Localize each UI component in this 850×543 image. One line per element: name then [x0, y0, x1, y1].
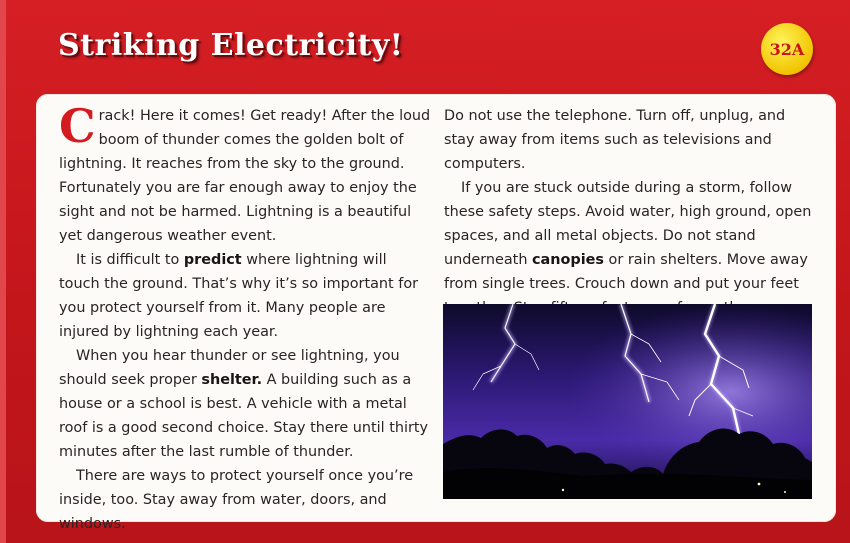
- drop-cap: C: [59, 99, 96, 153]
- paragraph-outside-text-b: or rain shelters. Move away from single trees. Crouch down and put your feet: [444, 252, 808, 292]
- paragraph-telephone: Do not use the telephone. Turn off, unplug, and stay away from items such as televisions and computers.: [444, 108, 786, 172]
- paragraph-predict-text-b: where lightning will touch the ground. That’s why it’s so important for you protect yourself from it. Many people are injured by lightning each year.: [59, 252, 419, 340]
- paragraph-shelter-text-b: A building such as a house or a school is best. A vehicle with a metal roof is a good second choice. Stay there until thirty minutes after the last rumble of thunder.: [59, 372, 429, 460]
- lightning-photo: [443, 304, 812, 499]
- paragraph-intro: [59, 99, 431, 248]
- paragraph-predict-text-a: It is difficult to: [76, 252, 184, 268]
- left-column: [59, 99, 431, 536]
- keyword-predict: predict: [183, 252, 242, 268]
- page-number-badge: 32A: [761, 23, 813, 75]
- paragraph-shelter-text-a: When you hear thunder or see lightning, you should seek proper: [59, 348, 400, 388]
- right-column: [444, 104, 818, 320]
- paragraph-shelter: [59, 344, 431, 464]
- content-panel: [36, 94, 836, 532]
- page-title: Striking Electricity!: [58, 28, 404, 63]
- paragraph-outside-text-a: If you are stuck outside during a storm, follow these safety steps. Avoid water, high ground, open spaces, and all metal objects. Do not stand underneath: [444, 180, 812, 268]
- keyword-canopies: canopies: [532, 252, 604, 268]
- paragraph-inside: There are ways to protect yourself once you’re inside, too. Stay away from water, doors, and windows.: [59, 468, 414, 532]
- paragraph-outside: [444, 176, 818, 320]
- keyword-shelter: shelter.: [201, 372, 263, 388]
- paragraph-intro-text: rack! Here it comes! Get ready! After the loud boom of thunder comes the golden bolt of lightning. It reaches from the sky to the ground. Fortunately you are far enough away to enjoy the sight and not be harmed. Lightning is a beautiful yet dangerous weather event.: [59, 108, 431, 244]
- paragraph-predict: [59, 248, 431, 344]
